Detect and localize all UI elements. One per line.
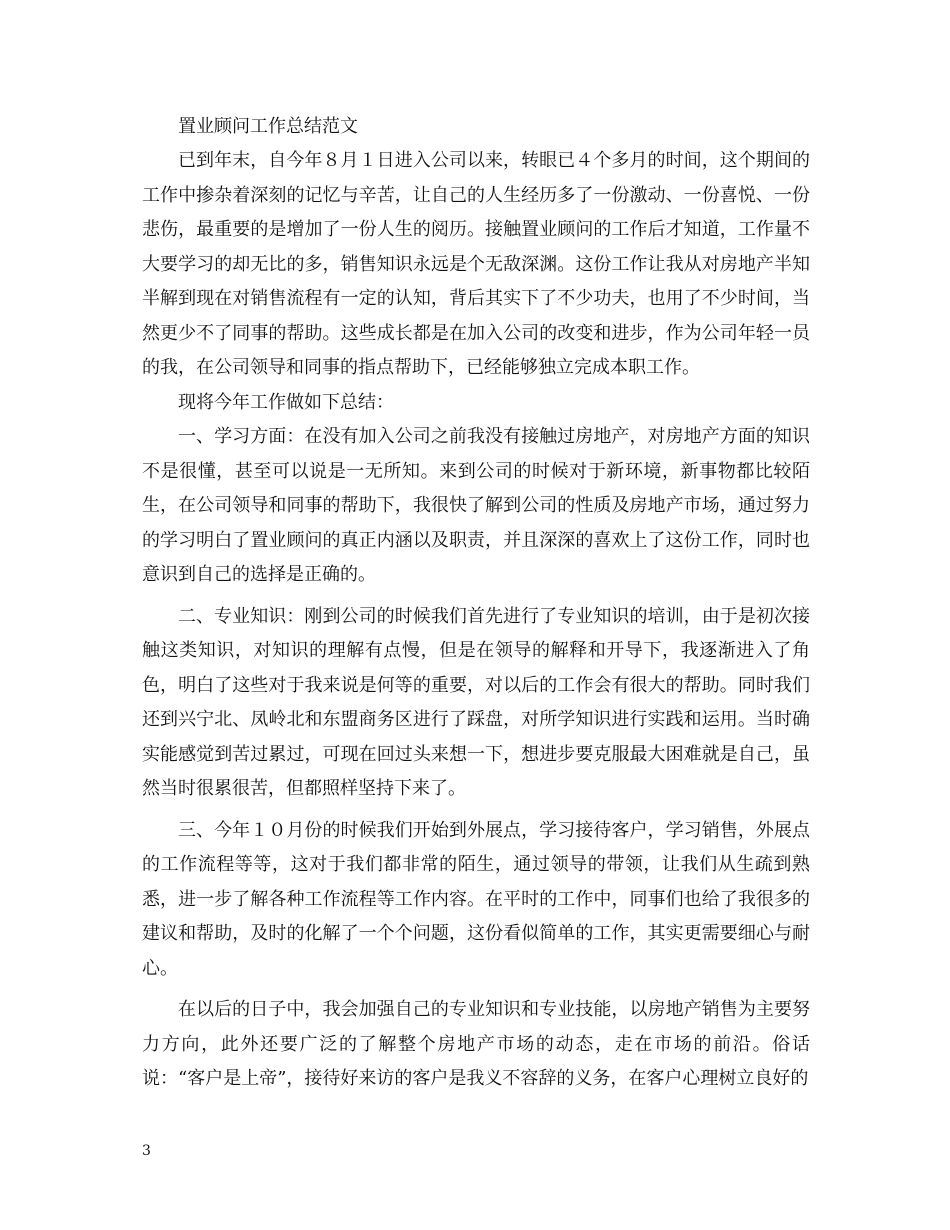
paragraph-exhibition-point: 三、今年１０月份的时候我们开始到外展点，学习接待客户，学习销售，外展点的工作流程等等，这对于我们都非常的陌生，通过领导的带领，让我们从生疏到熟悉，进一步了解各种工作流程等工作内容。在平时的工作中，同事们也给了我很多的建议和帮助，及时的化解了一个个问题，这份看似简单的工作，其实更需要细心与耐心。	[142, 819, 810, 979]
document-title: 置业顾问工作总结范文	[178, 116, 358, 137]
paragraph-summary-lead: 现将今年工作做如下总结：	[178, 391, 394, 413]
page-number: 3	[142, 1143, 151, 1159]
document-body	[142, 110, 810, 1097]
paragraph-future-plan: 在以后的日子中，我会加强自己的专业知识和专业技能，以房地产销售为主要努力方向，此外还要广泛的了解整个房地产市场的动态，走在市场的前沿。俗话说：“客户是上帝”，接待好来访的客户是我义不容辞的义务，在客户心理树立良好的	[142, 999, 810, 1089]
paragraph-intro: 已到年末，自今年８月１日进入公司以来，转眼已４个多月的时间，这个期间的工作中掺杂着深刻的记忆与辛苦，让自己的人生经历多了一份激动、一份喜悦、一份悲伤，最重要的是增加了一份人生的阅历。接触置业顾问的工作后才知道，工作量不大要学习的却无比的多，销售知识永远是个无敌深渊。这份工作让我从对房地产半知半解到现在对销售流程有一定的认知，背后其实下了不少功夫，也用了不少时间，当然更少不了同事的帮助。这些成长都是在加入公司的改变和进步，作为公司年轻一员的我，在公司领导和同事的指点帮助下，已经能够独立完成本职工作。	[142, 150, 810, 378]
paragraph-learning: 一、学习方面：在没有加入公司之前我没有接触过房地产，对房地产方面的知识不是很懂，甚至可以说是一无所知。来到公司的时候对于新环境，新事物都比较陌生，在公司领导和同事的帮助下，我很快了解到公司的性质及房地产市场，通过努力的学习明白了置业顾问的真正内涵以及职责，并且深深的喜欢上了这份工作，同时也意识到自己的选择是正确的。	[142, 426, 810, 585]
paragraph-professional-knowledge: 二、专业知识：刚到公司的时候我们首先进行了专业知识的培训，由于是初次接触这类知识，对知识的理解有点慢，但是在领导的解释和开导下，我逐渐进入了角色，明白了这些对于我来说是何等的重要，对以后的工作会有很大的帮助。同时我们还到兴宁北、凤岭北和东盟商务区进行了踩盘，对所学知识进行实践和运用。当时确实能感觉到苦过累过，可现在回过头来想一下，想进步要克服最大困难就是自己，虽然当时很累很苦，但都照样坚持下来了。	[142, 605, 810, 799]
